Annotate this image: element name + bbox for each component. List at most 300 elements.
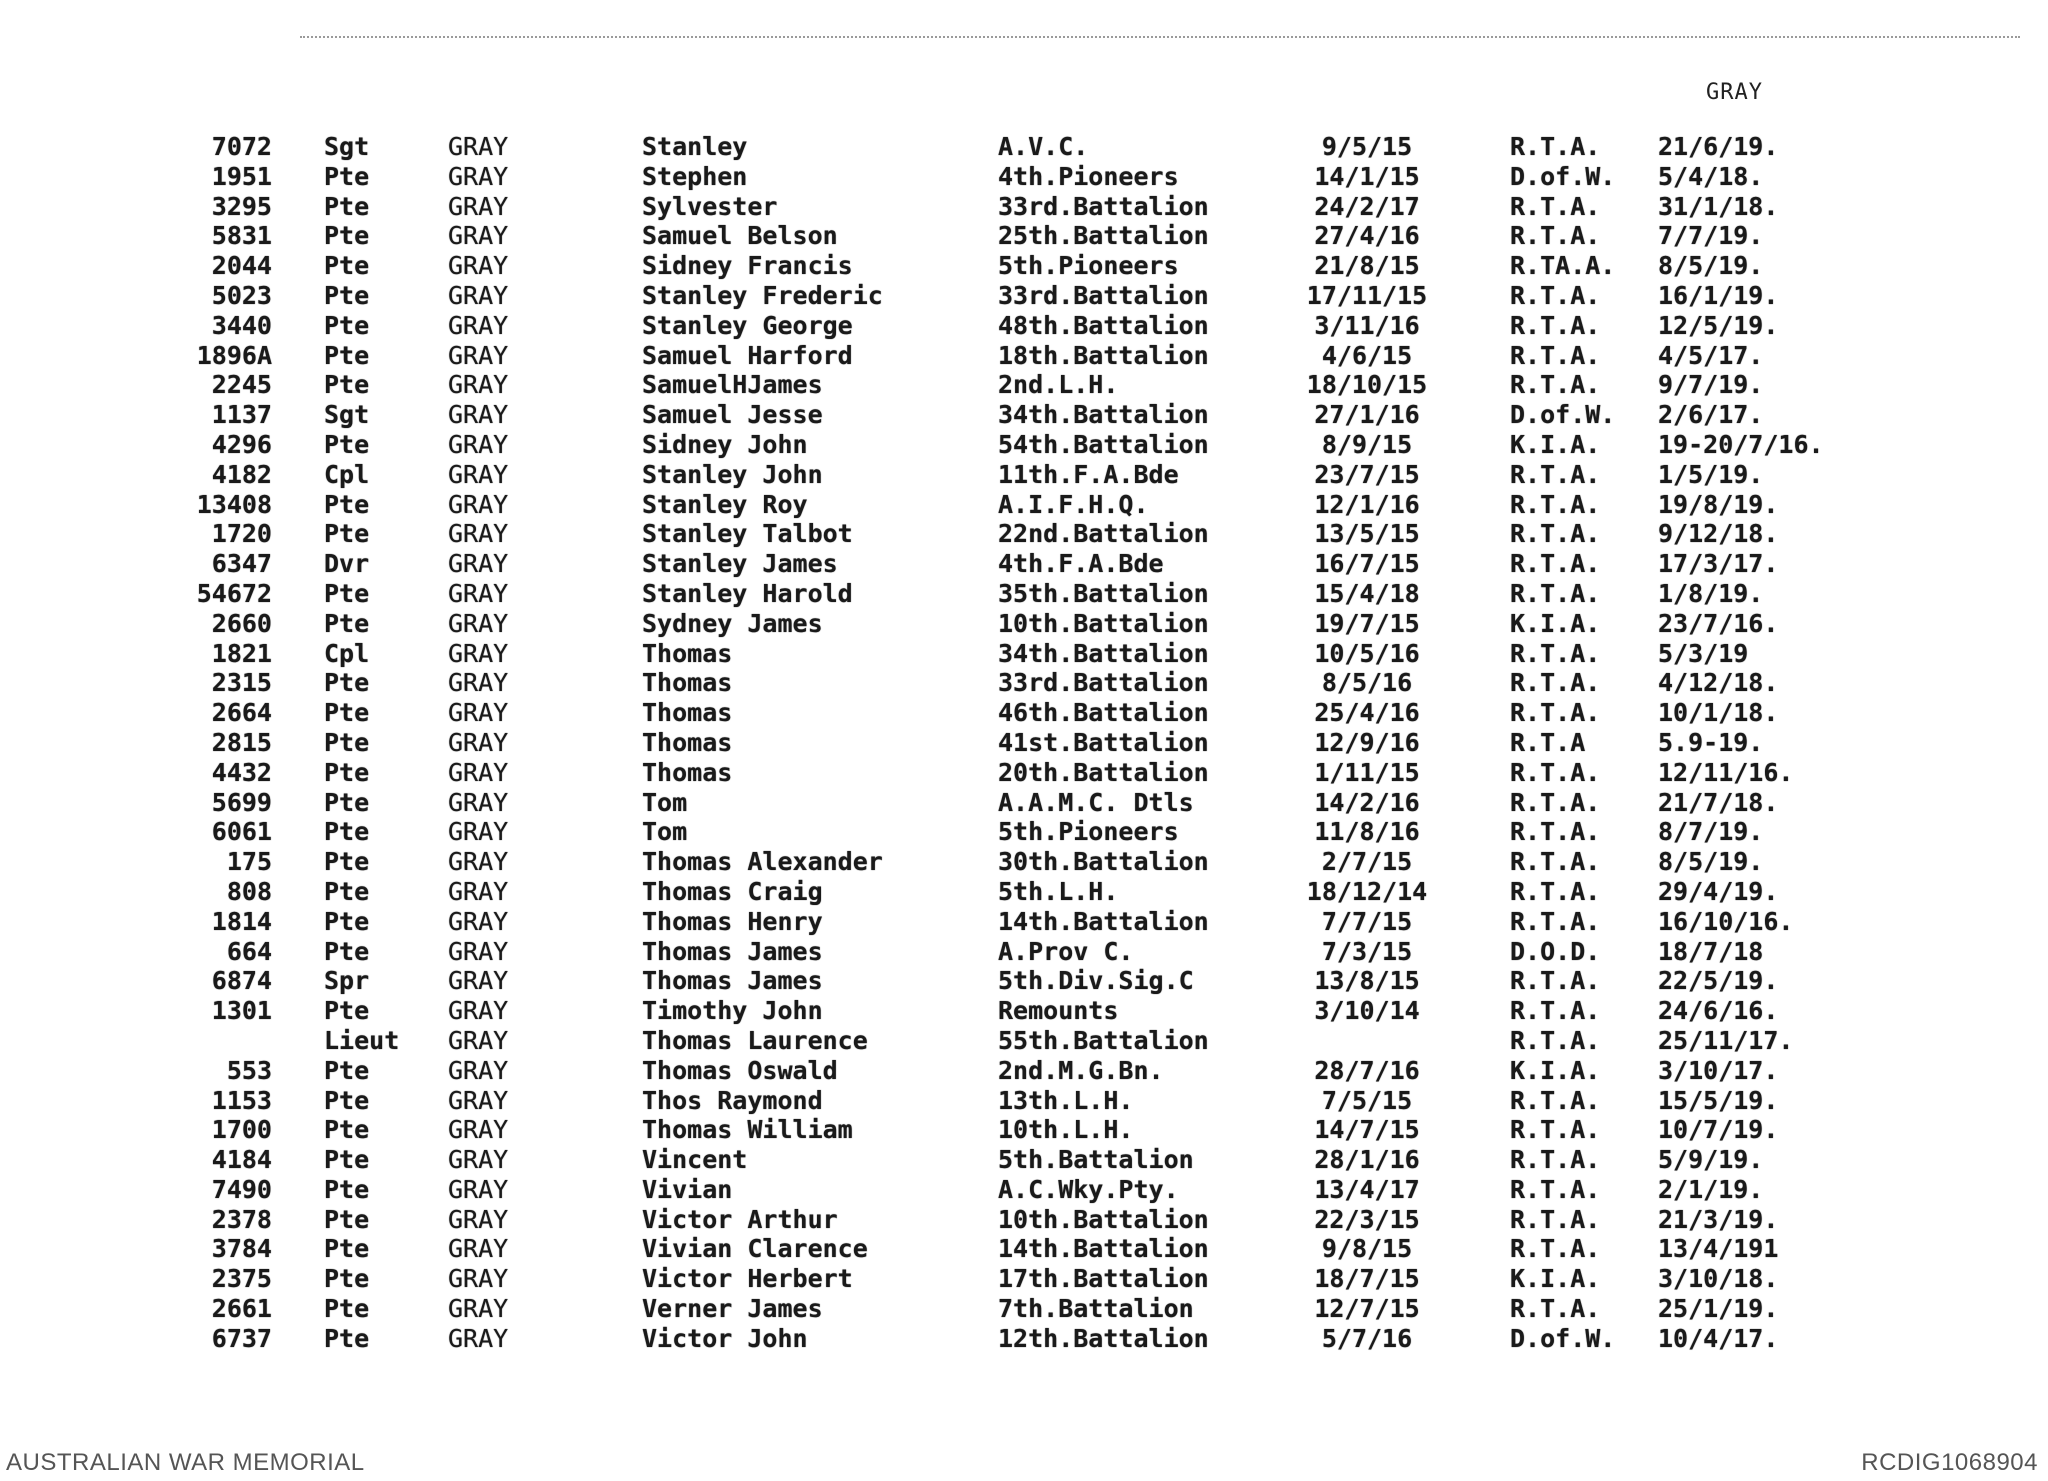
service-number: 1301	[211, 996, 272, 1026]
service-number: 2315	[211, 668, 272, 698]
surname: GRAY	[448, 310, 509, 340]
rank: Pte	[324, 489, 370, 519]
roll-row	[180, 162, 1860, 192]
unit: 54th.Battalion	[998, 429, 1209, 459]
given-names: Timothy John	[642, 996, 823, 1026]
roll-row	[180, 847, 1860, 877]
enlistment-date: 18/7/15	[1314, 1264, 1420, 1294]
service-number: 4182	[211, 459, 272, 489]
fate-date: 21/6/19.	[1658, 132, 1779, 161]
enlistment-date: 19/7/15	[1314, 608, 1420, 638]
rank: Pte	[324, 787, 370, 817]
fate: R.T.A.	[1510, 698, 1601, 728]
fate: R.T.A.	[1510, 876, 1601, 906]
fate: R.T.A.	[1510, 1025, 1601, 1055]
fate-date: 25/11/17.	[1658, 1025, 1794, 1055]
rank: Pte	[324, 727, 370, 757]
unit: 25th.Battalion	[998, 221, 1209, 251]
fate: R.T.A	[1510, 727, 1586, 757]
enlistment-date: 27/4/16	[1314, 221, 1420, 251]
fate: R.T.A.	[1510, 340, 1601, 370]
surname: GRAY	[448, 876, 509, 906]
roll-row	[180, 966, 1860, 996]
surname: GRAY	[448, 1145, 509, 1175]
service-number: 2664	[211, 698, 272, 728]
service-number: 553	[226, 1055, 272, 1085]
surname: GRAY	[448, 429, 509, 459]
unit: 2nd.L.H.	[998, 370, 1119, 400]
fate: R.T.A.	[1510, 1294, 1601, 1324]
fate-date: 22/5/19.	[1658, 966, 1779, 996]
fate-date: 25/1/19.	[1658, 1294, 1779, 1324]
unit: 46th.Battalion	[998, 698, 1209, 728]
service-number: 2044	[211, 251, 272, 281]
surname: GRAY	[448, 221, 509, 251]
rank: Pte	[324, 578, 370, 608]
service-number: 2378	[211, 1204, 272, 1234]
fate-date: 17/3/17.	[1658, 549, 1779, 579]
unit: 22nd.Battalion	[998, 519, 1209, 549]
rank: Pte	[324, 161, 370, 191]
enlistment-date: 12/7/15	[1314, 1294, 1420, 1324]
enlistment-date: 14/1/15	[1314, 161, 1420, 191]
roll-row	[180, 490, 1860, 520]
unit: 11th.F.A.Bde	[998, 459, 1179, 489]
given-names: Samuel Jesse	[642, 400, 823, 430]
enlistment-date: 14/2/16	[1314, 787, 1420, 817]
enlistment-date: 16/7/15	[1314, 549, 1420, 579]
fate: R.T.A.	[1510, 221, 1601, 251]
rank: Pte	[324, 1264, 370, 1294]
surname: GRAY	[448, 251, 509, 281]
roll-row	[180, 549, 1860, 579]
enlistment-date: 9/8/15	[1321, 1234, 1413, 1264]
service-number: 664	[226, 936, 272, 966]
rank: Pte	[324, 1323, 370, 1353]
given-names: Stanley George	[642, 310, 853, 340]
unit: 5th.Pioneers	[998, 817, 1179, 847]
fate-date: 5/4/18.	[1658, 161, 1764, 191]
fate-date: 15/5/19.	[1658, 1085, 1779, 1115]
fate: D.of.W.	[1510, 1323, 1616, 1353]
enlistment-date: 7/5/15	[1321, 1085, 1413, 1115]
document-id: RCDIG1068904	[1861, 1449, 2038, 1476]
enlistment-date: 14/7/15	[1314, 1115, 1420, 1145]
surname: GRAY	[448, 698, 509, 728]
service-number: 1720	[211, 519, 272, 549]
surname: GRAY	[448, 370, 509, 400]
service-number: 13408	[196, 489, 272, 519]
given-names: Samuel Harford	[642, 340, 853, 370]
enlistment-date: 11/8/16	[1314, 817, 1420, 847]
given-names: Sidney Francis	[642, 251, 853, 281]
fate: D.of.W.	[1510, 161, 1616, 191]
roll-row	[180, 788, 1860, 818]
surname: GRAY	[448, 459, 509, 489]
fate-date: 8/5/19.	[1658, 847, 1764, 877]
rank: Pte	[324, 1145, 370, 1175]
roll-row	[180, 609, 1860, 639]
fate-date: 10/7/19.	[1658, 1115, 1779, 1145]
given-names: Thomas	[642, 668, 733, 698]
given-names: Thomas William	[642, 1115, 853, 1145]
given-names: Thomas Henry	[642, 906, 823, 936]
enlistment-date: 2/7/15	[1321, 847, 1413, 877]
fate: K.I.A.	[1510, 1264, 1601, 1294]
surname: GRAY	[448, 817, 509, 847]
fate: K.I.A.	[1510, 429, 1601, 459]
fate: K.I.A.	[1510, 608, 1601, 638]
fate-date: 23/7/16.	[1658, 608, 1779, 638]
surname: GRAY	[448, 608, 509, 638]
enlistment-date: 17/11/15	[1306, 280, 1428, 310]
surname: GRAY	[448, 519, 509, 549]
surname: GRAY	[448, 966, 509, 996]
unit: 4th.F.A.Bde	[998, 549, 1164, 579]
service-number: 2815	[211, 727, 272, 757]
surname: GRAY	[448, 578, 509, 608]
roll-row	[180, 1115, 1860, 1145]
enlistment-date: 3/10/14	[1314, 996, 1420, 1026]
fate-date: 1/8/19.	[1658, 578, 1764, 608]
service-number: 2661	[211, 1294, 272, 1324]
surname: GRAY	[448, 1204, 509, 1234]
surname: GRAY	[448, 1264, 509, 1294]
rank: Lieut	[324, 1025, 400, 1055]
unit: 20th.Battalion	[998, 757, 1209, 787]
fate: R.T.A.	[1510, 1115, 1601, 1145]
unit: 55th.Battalion	[998, 1025, 1209, 1055]
unit: 7th.Battalion	[998, 1294, 1194, 1324]
service-number: 6874	[211, 966, 272, 996]
roll-row	[180, 877, 1860, 907]
rank: Pte	[324, 280, 370, 310]
surname: GRAY	[448, 638, 509, 668]
rank: Pte	[324, 668, 370, 698]
surname: GRAY	[448, 1085, 509, 1115]
enlistment-date: 12/1/16	[1314, 489, 1420, 519]
rank: Pte	[324, 370, 370, 400]
fate: R.T.A.	[1510, 1085, 1601, 1115]
roll-row	[180, 1145, 1860, 1175]
fate-date: 31/1/18.	[1658, 191, 1779, 221]
fate: R.T.A.	[1510, 549, 1601, 579]
rank: Pte	[324, 876, 370, 906]
surname: GRAY	[448, 489, 509, 519]
unit: 48th.Battalion	[998, 310, 1209, 340]
enlistment-date: 8/9/15	[1321, 429, 1413, 459]
given-names: Vivian	[642, 1174, 733, 1204]
enlistment-date: 24/2/17	[1314, 191, 1420, 221]
surname-header: GRAY	[1706, 80, 1763, 105]
rank: Pte	[324, 1234, 370, 1264]
roll-row	[180, 400, 1860, 430]
service-number: 2375	[211, 1264, 272, 1294]
unit: 5th.L.H.	[998, 876, 1119, 906]
service-number: 7490	[211, 1174, 272, 1204]
enlistment-date: 7/3/15	[1321, 936, 1413, 966]
fate-date: 8/5/19.	[1658, 251, 1764, 281]
fate: K.I.A.	[1510, 1055, 1601, 1085]
given-names: Thomas Alexander	[642, 847, 883, 877]
unit: 5th.Div.Sig.C	[998, 966, 1194, 996]
rank: Pte	[324, 519, 370, 549]
enlistment-date: 1/11/15	[1314, 757, 1420, 787]
roll-row	[180, 370, 1860, 400]
enlistment-date: 12/9/16	[1314, 727, 1420, 757]
service-number: 54672	[196, 578, 272, 608]
roll-row	[180, 1324, 1860, 1354]
rank: Cpl	[324, 459, 370, 489]
rank: Pte	[324, 936, 370, 966]
fate-date: 4/5/17.	[1658, 340, 1764, 370]
enlistment-date: 23/7/15	[1314, 459, 1420, 489]
enlistment-date: 25/4/16	[1314, 698, 1420, 728]
roll-row	[180, 1234, 1860, 1264]
fate: R.T.A.	[1510, 519, 1601, 549]
fate-date: 24/6/16.	[1658, 996, 1779, 1026]
top-rule	[300, 36, 2020, 38]
given-names: Tom	[642, 817, 688, 847]
service-number: 5831	[211, 221, 272, 251]
service-number: 1137	[211, 400, 272, 430]
enlistment-date: 7/7/15	[1321, 906, 1413, 936]
given-names: Stanley Roy	[642, 489, 808, 519]
surname: GRAY	[448, 757, 509, 787]
unit: 14th.Battalion	[998, 1234, 1209, 1264]
roll-row	[180, 311, 1860, 341]
fate: R.T.A.	[1510, 370, 1601, 400]
roll-row	[180, 639, 1860, 669]
roll-row	[180, 758, 1860, 788]
given-names: Stanley	[642, 132, 748, 161]
given-names: Victor Herbert	[642, 1264, 853, 1294]
service-number: 5699	[211, 787, 272, 817]
surname: GRAY	[448, 847, 509, 877]
service-number: 4184	[211, 1145, 272, 1175]
surname: GRAY	[448, 668, 509, 698]
surname: GRAY	[448, 1294, 509, 1324]
fate-date: 12/11/16.	[1658, 757, 1794, 787]
fate: R.T.A.	[1510, 132, 1601, 161]
rank: Pte	[324, 906, 370, 936]
given-names: Samuel Belson	[642, 221, 838, 251]
enlistment-date: 8/5/16	[1321, 668, 1413, 698]
enlistment-date: 28/7/16	[1314, 1055, 1420, 1085]
rank: Pte	[324, 340, 370, 370]
service-number: 6737	[211, 1323, 272, 1353]
service-number: 7072	[211, 132, 272, 161]
enlistment-date: 27/1/16	[1314, 400, 1420, 430]
fate: R.T.A.	[1510, 757, 1601, 787]
roll-row	[180, 251, 1860, 281]
enlistment-date: 4/6/15	[1321, 340, 1413, 370]
surname: GRAY	[448, 727, 509, 757]
fate-date: 16/1/19.	[1658, 280, 1779, 310]
service-number: 1896A	[196, 340, 272, 370]
given-names: Thomas	[642, 638, 733, 668]
given-names: Stanley Talbot	[642, 519, 853, 549]
unit: 14th.Battalion	[998, 906, 1209, 936]
given-names: Stanley Harold	[642, 578, 853, 608]
fate-date: 10/4/17.	[1658, 1323, 1779, 1353]
surname: GRAY	[448, 132, 509, 161]
rank: Pte	[324, 817, 370, 847]
unit: 4th.Pioneers	[998, 161, 1179, 191]
service-number: 3784	[211, 1234, 272, 1264]
unit: 30th.Battalion	[998, 847, 1209, 877]
fate-date: 16/10/16.	[1658, 906, 1794, 936]
rank: Pte	[324, 310, 370, 340]
unit: 10th.L.H.	[998, 1115, 1134, 1145]
fate-date: 4/12/18.	[1658, 668, 1779, 698]
roll-row	[180, 192, 1860, 222]
rank: Pte	[324, 429, 370, 459]
service-number: 3295	[211, 191, 272, 221]
fate-date: 19-20/7/16.	[1658, 429, 1824, 459]
roll-row	[180, 1205, 1860, 1235]
unit: 34th.Battalion	[998, 638, 1209, 668]
fate-date: 10/1/18.	[1658, 698, 1779, 728]
service-number: 2245	[211, 370, 272, 400]
roll-row	[180, 817, 1860, 847]
given-names: Thomas	[642, 698, 733, 728]
surname: GRAY	[448, 787, 509, 817]
unit: 10th.Battalion	[998, 1204, 1209, 1234]
unit: 33rd.Battalion	[998, 191, 1209, 221]
fate-date: 7/7/19.	[1658, 221, 1764, 251]
archive-name: AUSTRALIAN WAR MEMORIAL	[6, 1449, 365, 1476]
rank: Pte	[324, 698, 370, 728]
fate: R.T.A.	[1510, 1234, 1601, 1264]
service-number: 175	[226, 847, 272, 877]
rank: Pte	[324, 191, 370, 221]
given-names: Stanley Frederic	[642, 280, 883, 310]
given-names: SamuelHJames	[642, 370, 823, 400]
fate: R.T.A.	[1510, 817, 1601, 847]
given-names: Stanley John	[642, 459, 823, 489]
unit: 10th.Battalion	[998, 608, 1209, 638]
rank: Dvr	[324, 549, 370, 579]
service-number: 3440	[211, 310, 272, 340]
rank: Sgt	[324, 400, 370, 430]
service-number: 6347	[211, 549, 272, 579]
given-names: Vincent	[642, 1145, 748, 1175]
given-names: Verner James	[642, 1294, 823, 1324]
roll-row	[180, 1086, 1860, 1116]
fate-date: 21/3/19.	[1658, 1204, 1779, 1234]
surname: GRAY	[448, 996, 509, 1026]
roll-row	[180, 281, 1860, 311]
surname: GRAY	[448, 1115, 509, 1145]
enlistment-date: 3/11/16	[1314, 310, 1420, 340]
enlistment-date: 5/7/16	[1321, 1323, 1413, 1353]
enlistment-date: 18/12/14	[1306, 876, 1428, 906]
service-number: 1814	[211, 906, 272, 936]
fate: R.T.A.	[1510, 310, 1601, 340]
fate: R.T.A.	[1510, 668, 1601, 698]
surname: GRAY	[448, 161, 509, 191]
fate: R.T.A.	[1510, 787, 1601, 817]
rank: Pte	[324, 251, 370, 281]
unit: 34th.Battalion	[998, 400, 1209, 430]
unit: 17th.Battalion	[998, 1264, 1209, 1294]
service-number: 6061	[211, 817, 272, 847]
enlistment-date: 10/5/16	[1314, 638, 1420, 668]
fate-date: 5/9/19.	[1658, 1145, 1764, 1175]
service-number: 808	[226, 876, 272, 906]
unit: 13th.L.H.	[998, 1085, 1134, 1115]
fate: R.T.A.	[1510, 191, 1601, 221]
enlistment-date: 21/8/15	[1314, 251, 1420, 281]
surname: GRAY	[448, 191, 509, 221]
fate-date: 3/10/18.	[1658, 1264, 1779, 1294]
fate: R.T.A.	[1510, 1204, 1601, 1234]
rank: Cpl	[324, 638, 370, 668]
given-names: Thos Raymond	[642, 1085, 823, 1115]
surname: GRAY	[448, 1174, 509, 1204]
surname: GRAY	[448, 400, 509, 430]
rank: Pte	[324, 996, 370, 1026]
fate: R.T.A.	[1510, 1145, 1601, 1175]
surname: GRAY	[448, 936, 509, 966]
rank: Pte	[324, 221, 370, 251]
enlistment-date: 28/1/16	[1314, 1145, 1420, 1175]
fate: R.T.A.	[1510, 489, 1601, 519]
given-names: Thomas	[642, 757, 733, 787]
fate-date: 29/4/19.	[1658, 876, 1779, 906]
fate: R.T.A.	[1510, 847, 1601, 877]
rank: Pte	[324, 1055, 370, 1085]
fate-date: 3/10/17.	[1658, 1055, 1779, 1085]
service-number: 1700	[211, 1115, 272, 1145]
rank: Pte	[324, 1174, 370, 1204]
surname: GRAY	[448, 1055, 509, 1085]
service-number: 4432	[211, 757, 272, 787]
fate-date: 12/5/19.	[1658, 310, 1779, 340]
roll-row	[180, 1294, 1860, 1324]
given-names: Sydney James	[642, 608, 823, 638]
roll-row	[180, 698, 1860, 728]
enlistment-date: 9/5/15	[1321, 132, 1413, 161]
fate-date: 13/4/191	[1658, 1234, 1779, 1264]
enlistment-date: 18/10/15	[1306, 370, 1428, 400]
service-number: 5023	[211, 280, 272, 310]
fate: R.T.A.	[1510, 966, 1601, 996]
unit: A.C.Wky.Pty.	[998, 1174, 1179, 1204]
roll-row	[180, 907, 1860, 937]
fate-date: 9/7/19.	[1658, 370, 1764, 400]
surname: GRAY	[448, 1025, 509, 1055]
fate: R.T.A.	[1510, 638, 1601, 668]
roll-row	[180, 1026, 1860, 1056]
enlistment-date: 13/5/15	[1314, 519, 1420, 549]
fate: R.T.A.	[1510, 459, 1601, 489]
surname: GRAY	[448, 1323, 509, 1353]
fate-date: 19/8/19.	[1658, 489, 1779, 519]
unit: 5th.Pioneers	[998, 251, 1179, 281]
roll-row	[180, 728, 1860, 758]
unit: 18th.Battalion	[998, 340, 1209, 370]
roll-row	[180, 221, 1860, 251]
given-names: Stephen	[642, 161, 748, 191]
roll-row	[180, 1056, 1860, 1086]
surname: GRAY	[448, 906, 509, 936]
unit: A.A.M.C. Dtls	[998, 787, 1194, 817]
enlistment-date: 13/4/17	[1314, 1174, 1420, 1204]
surname: GRAY	[448, 549, 509, 579]
roll-row	[180, 579, 1860, 609]
